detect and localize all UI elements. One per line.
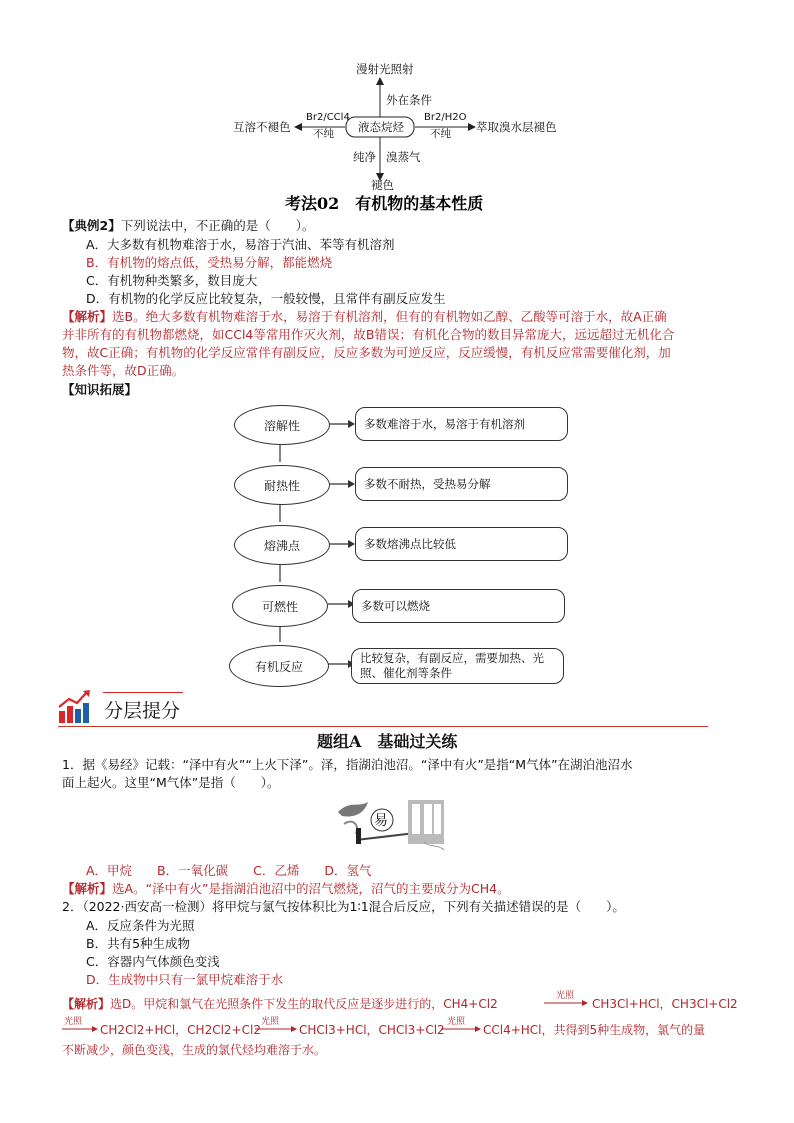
q2-analysis-tag: 【解析】 [62, 997, 111, 1011]
desc-organic-reaction [351, 648, 564, 684]
desc-solubility: 多数难溶于水，易溶于有机溶剂 [355, 407, 568, 441]
bottom-right-cond: 溴蒸气 [386, 150, 421, 164]
example2-analysis-line1 [62, 308, 667, 325]
arrow-3-label: 光照 [261, 1017, 280, 1027]
left-condition: 不纯 [313, 128, 334, 140]
node-solubility: 溶解性 [234, 405, 330, 445]
yijing-character: 易 [374, 813, 388, 829]
bottom-left-cond: 纯净 [353, 150, 376, 164]
section-title: 考法02 有机物的基本性质 [285, 194, 484, 213]
desc-flammability: 多数可以燃烧 [352, 589, 565, 623]
q1-line2: 面上起火。这里“M气体”是指（ ）。 [62, 775, 280, 790]
banner-top-rule [103, 692, 183, 693]
option-d: D．有机物的化学反应比较复杂，一般较慢，且常伴有副反应发生 [86, 291, 446, 306]
yijing-illustration [334, 794, 450, 852]
left-result: 互溶不褪色 [233, 120, 291, 134]
example2-analysis-line3: 物，故C正确；有机物的化学反应常伴有副反应，反应多数为可逆反应，反应缓慢，有机反应常需要催化剂，加 [62, 345, 671, 360]
eq4-product: CCl4+HCl，共得到5种生成物，氯气的量 [483, 1023, 706, 1037]
eq3-product: CHCl3+HCl，CHCl3+Cl2 [299, 1023, 445, 1037]
desc-melting-point: 多数熔沸点比较低 [355, 527, 568, 561]
left-reagent: Br2/CCl4 [306, 112, 350, 123]
node-heat-resistance: 耐热性 [234, 465, 330, 505]
q2-option-b: B．共有5种生成物 [86, 936, 191, 951]
q2-analysis-last: 不断减少，颜色变浅，生成的氯代烃均难溶于水。 [62, 1043, 327, 1057]
q2-option-d: D．生成物中只有一氯甲烷难溶于水 [86, 972, 284, 987]
arrow-4-label: 光照 [447, 1017, 466, 1027]
example2-stem: 下列说法中，不正确的是（ ）。 [120, 218, 315, 233]
node-organic-reaction: 有机反应 [229, 645, 329, 687]
bottom-result: 褪色 [371, 178, 394, 192]
right-reagent: Br2/H2O [424, 112, 467, 123]
reaction-arrow-4 [439, 1016, 483, 1034]
yijing-art [334, 794, 450, 852]
reaction-arrow-2 [60, 1016, 100, 1034]
example2-tag: 【典例2】 [62, 218, 121, 233]
analysis-tag: 【解析】 [62, 309, 113, 324]
knowledge-title: 【知识拓展】 [62, 382, 138, 397]
top-label: 漫射光照射 [356, 62, 414, 76]
group-title: 题组A 基础过关练 [317, 732, 458, 751]
reaction-arrow-3 [253, 1016, 299, 1034]
q1-analysis-tag: 【解析】 [62, 881, 113, 896]
option-c: C．有机物种类繁多，数目庞大 [86, 273, 258, 288]
banner-bottom-rule [58, 726, 708, 727]
node-melting-point: 熔沸点 [234, 525, 330, 565]
desc-heat-resistance: 多数不耐热，受热易分解 [355, 467, 568, 501]
arrow-2-label: 光照 [64, 1017, 83, 1027]
option-a: A．大多数有机物难溶于水，易溶于汽油、苯等有机溶剂 [86, 237, 395, 252]
desc-organic-reaction-line2: 照、催化剂等条件 [360, 666, 452, 680]
example2-question [62, 217, 314, 234]
example2-analysis-line4: 热条件等，故D正确。 [62, 363, 185, 378]
option-b: B．有机物的熔点低，受热易分解，都能燃烧 [86, 255, 333, 270]
q2-option-a: A．反应条件为光照 [86, 918, 195, 933]
chart-growth-icon [57, 689, 93, 725]
q1-analysis-text: 选A。“泽中有火”是指湖泊池沼中的沼气燃烧，沼气的主要成分为CH4。 [112, 881, 510, 896]
node-flammability: 可燃性 [232, 585, 328, 627]
example2-analysis-line2: 并非所有的有机物都燃烧，如CCl4等常用作灭火剂，故B错误；有机化合物的数目异常庞大，远远超过无机化合 [62, 327, 675, 342]
analysis-text: 选B。绝大多数有机物难溶于水，易溶于有机溶剂，但有的有机物如乙醇、乙酸等可溶于水，故A正确 [112, 309, 667, 324]
top-condition: 外在条件 [386, 93, 432, 107]
center-node: 液态烷烃 [358, 120, 404, 134]
q2-analysis-line1 [62, 996, 498, 1013]
q1-line1: 1．据《易经》记载：“泽中有火”“上火下泽”。泽，指湖泊池沼。“泽中有火”是指“M气体”在湖泊池沼水 [62, 757, 633, 772]
eq2-product: CH2Cl2+HCl，CH2Cl2+Cl2 [100, 1023, 261, 1037]
q1-analysis [62, 880, 510, 897]
right-result: 萃取溴水层褪色 [476, 120, 557, 134]
right-condition: 不纯 [430, 128, 451, 140]
eq1-product: CH3Cl+HCl，CH3Cl+Cl2 [592, 997, 738, 1011]
banner-title: 分层提分 [104, 700, 181, 722]
q1-options: A．甲烷 B．一氧化碳 C．乙烯 D．氢气 [86, 863, 372, 878]
reaction-arrow-1 [542, 990, 590, 1008]
q2-option-c: C．容器内气体颜色变浅 [86, 954, 220, 969]
desc-organic-reaction-line1: 比较复杂，有副反应，需要加热、光 [360, 651, 544, 665]
q2-analysis-text: 选D。甲烷和氯气在光照条件下发生的取代反应是逐步进行的，CH4+Cl2 [110, 997, 498, 1011]
arrow-1-label: 光照 [556, 991, 575, 1001]
q2-stem: 2．（2022·西安高一检测）将甲烷与氯气按体积比为1∶1混合后反应，下列有关描述错误的是（ ）。 [62, 899, 625, 914]
